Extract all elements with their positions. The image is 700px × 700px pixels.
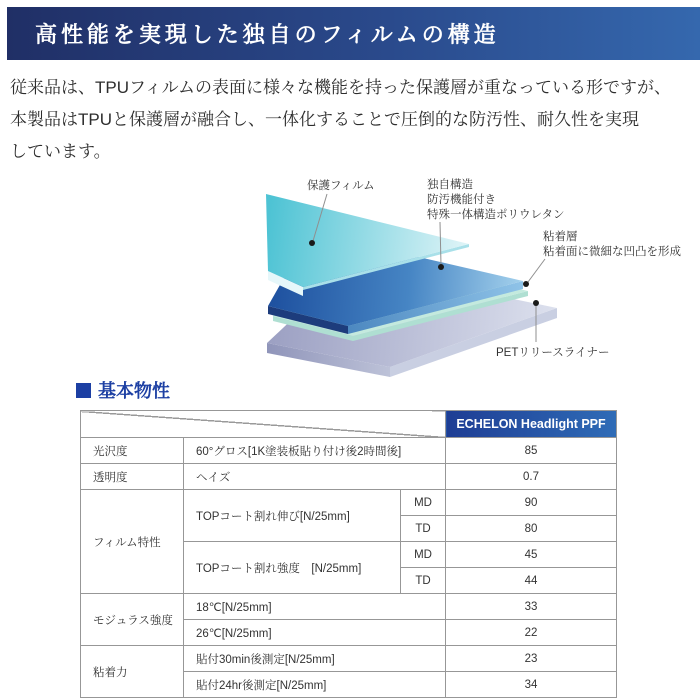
property-cell: 透明度 (81, 464, 184, 490)
label-adhesive-2: 粘着面に微細な凹凸を形成 (543, 246, 681, 258)
table-row (81, 438, 617, 464)
section-title: 基本物性 (98, 381, 170, 401)
value-cell: 23 (446, 646, 617, 672)
value-cell: 85 (446, 438, 617, 464)
callout-dot-structure (438, 264, 444, 270)
value-cell: 33 (446, 594, 617, 620)
condition-cell: TOPコート割れ強度 [N/25mm] (184, 542, 401, 594)
page-banner (7, 7, 700, 60)
direction-cell: MD (401, 490, 446, 516)
condition-cell: TOPコート割れ伸び[N/25mm] (184, 490, 401, 542)
condition-cell: ヘイズ (184, 464, 446, 490)
direction-cell: MD (401, 542, 446, 568)
label-structure-1: 独自構造 (427, 179, 473, 191)
callout-line-adhesive (528, 259, 545, 282)
value-cell: 22 (446, 620, 617, 646)
label-protective-film: 保護フィルム (307, 180, 375, 192)
product-column-header: ECHELON Headlight PPF (446, 411, 617, 438)
banner-title: 高性能を実現した独自のフィルムの構造 (35, 22, 500, 47)
section-bullet-icon (76, 383, 91, 398)
value-cell: 80 (446, 516, 617, 542)
condition-cell: 貼付24hr後測定[N/25mm] (184, 672, 446, 698)
basic-properties-table (80, 410, 617, 698)
value-cell: 44 (446, 568, 617, 594)
property-cell: 光沢度 (81, 438, 184, 464)
label-adhesive-1: 粘着層 (543, 231, 578, 243)
label-pet-liner: PETリリースライナー (496, 347, 610, 359)
label-structure-3: 特殊一体構造ポリウレタン (427, 209, 565, 221)
table-row (81, 490, 617, 516)
direction-cell: TD (401, 568, 446, 594)
callout-dot-pet (533, 300, 539, 306)
table-row (81, 464, 617, 490)
film-layers-illustration (230, 170, 700, 385)
table-header-row (81, 411, 617, 438)
film-structure-diagram (230, 170, 700, 385)
intro-line-1: 従来品は、TPUフィルムの表面に様々な機能を持った保護層が重なっている形ですが、 (10, 78, 671, 97)
callout-line-structure (440, 222, 441, 265)
section-heading (76, 377, 170, 403)
condition-cell: 貼付30min後測定[N/25mm] (184, 646, 446, 672)
intro-paragraph (10, 72, 695, 168)
header-diagonal-cell (81, 411, 446, 438)
property-cell: モジュラス強度 (81, 594, 184, 646)
condition-cell: 60°グロス[1K塗装板貼り付け後2時間後] (184, 438, 446, 464)
value-cell: 34 (446, 672, 617, 698)
table-row (81, 646, 617, 672)
condition-cell: 18℃[N/25mm] (184, 594, 446, 620)
value-cell: 0.7 (446, 464, 617, 490)
property-cell: 粘着力 (81, 646, 184, 698)
table-row (81, 594, 617, 620)
intro-line-2: 本製品はTPUと保護層が融合し、一体化することで圧倒的な防汚性、耐久性を実現 (10, 110, 639, 129)
property-cell: フィルム特性 (81, 490, 184, 594)
value-cell: 45 (446, 542, 617, 568)
direction-cell: TD (401, 516, 446, 542)
callout-dot-adhesive (523, 281, 529, 287)
label-structure-2: 防汚機能付き (427, 194, 496, 206)
condition-cell: 26℃[N/25mm] (184, 620, 446, 646)
callout-dot-protective (309, 240, 315, 246)
intro-line-3: しています。 (10, 142, 111, 161)
value-cell: 90 (446, 490, 617, 516)
